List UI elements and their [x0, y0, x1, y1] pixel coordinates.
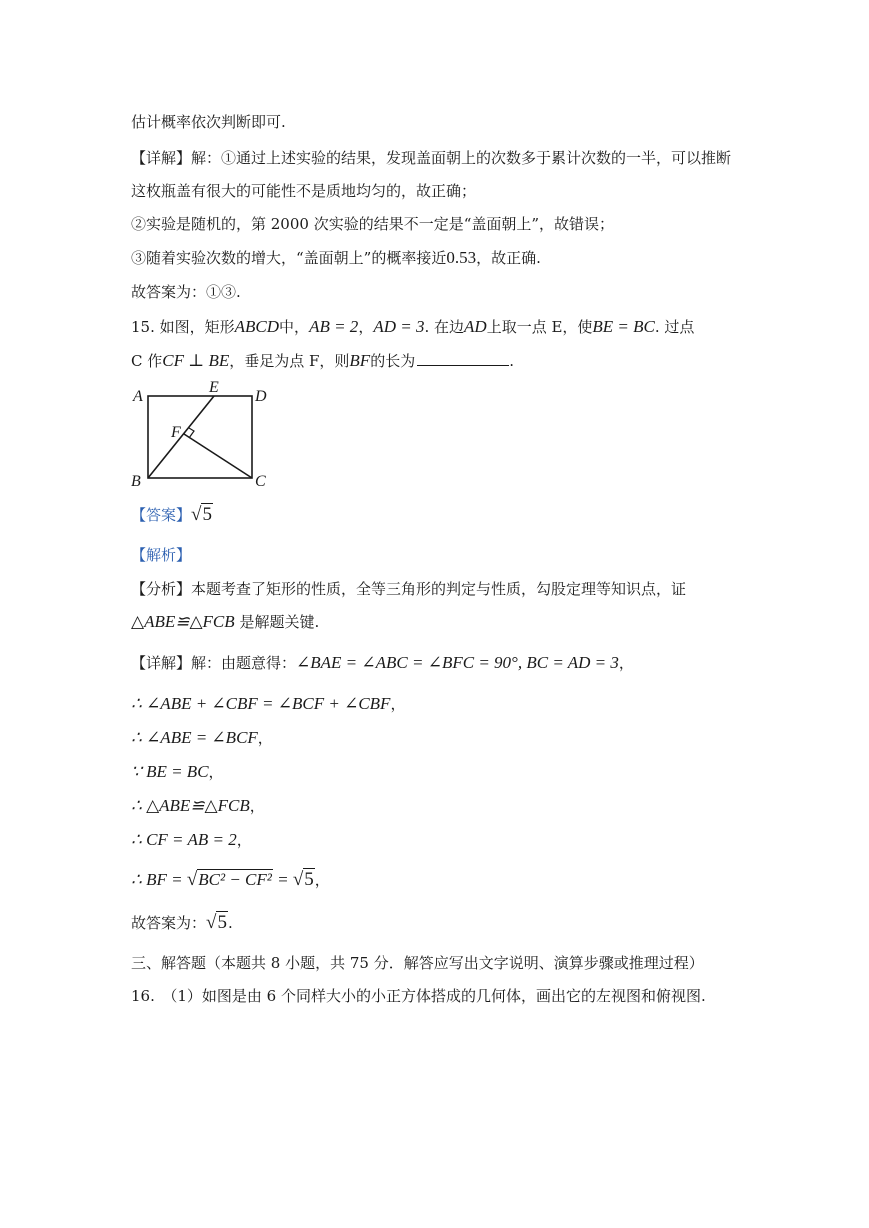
analysis-line: 【分析】本题考查了矩形的性质，全等三角形的判定与性质，勾股定理等知识点，证 [131, 580, 687, 598]
answer-tag: 【答案】 [131, 506, 192, 524]
text-line: ③随着实验次数的增大，“盖面朝上”的概率接近0.53，故正确. [131, 248, 541, 267]
answer-value: √5 [191, 504, 212, 525]
label-a: A [133, 388, 143, 405]
final-answer-line: 故答案为：√5. [131, 912, 233, 933]
analysis-tag: 【解析】 [131, 546, 192, 564]
right-angle-mark [189, 428, 194, 438]
detail-tag: 【详解】 [131, 149, 192, 167]
label-e: E [209, 379, 219, 396]
step-line: ∴ ∠ABE = ∠BCF， [131, 728, 273, 747]
step-line: ∴ △ABE≌△FCB， [131, 796, 265, 815]
rectangle-figure [128, 378, 288, 490]
text-line: 故答案为：①③. [131, 283, 241, 301]
step-line: ∴ ∠ABE + ∠CBF = ∠BCF + ∠CBF， [131, 694, 406, 713]
step-line: ∴ CF = AB = 2， [131, 830, 252, 849]
answer-blank [417, 351, 509, 366]
text-line: 【详解】解：①通过上述实验的结果，发现盖面朝上的次数多于累计次数的一半，可以推断 [131, 149, 732, 167]
step-line: ∵ BE = BC， [131, 762, 224, 781]
segment-be [148, 396, 214, 478]
label-b: B [131, 473, 141, 490]
question-15-line-2: C 作CF ⊥ BE，垂足为点 F，则BF的长为 . [131, 351, 514, 370]
analysis-line: △ABE≌△FCB 是解题关键. [131, 612, 320, 631]
step-line: ∴ BF = √BC² − CF² = √5， [131, 869, 330, 890]
section-3-heading: 三、解答题（本题共 8 小题，共 75 分．解答应写出文字说明、演算步骤或推理过程） [131, 954, 704, 972]
text-line: 估计概率依次判断即可. [131, 113, 286, 131]
label-c: C [255, 473, 266, 490]
question-15-line-1: 15. 如图，矩形ABCD中，AB = 2，AD = 3. 在边AD上取一点 E，使BE = BC. 过点 [131, 317, 695, 336]
label-d: D [255, 388, 267, 405]
label-f: F [171, 424, 181, 441]
question-16: 16. （1）如图是由 6 个同样大小的小正方体搭成的几何体，画出它的左视图和俯视图. [131, 987, 706, 1005]
rectangle-abcd [148, 396, 252, 478]
text-line: 这枚瓶盖有很大的可能性不是质地均匀的，故正确； [131, 182, 477, 200]
segment-cf [184, 434, 252, 478]
detail-line: 【详解】解：由题意得：∠BAE = ∠ABC = ∠BFC = 90°, BC = AD = 3， [131, 653, 634, 672]
answer-line [131, 505, 213, 525]
text-line: ②实验是随机的，第 2000 次实验的结果不一定是“盖面朝上”，故错误； [131, 215, 615, 233]
